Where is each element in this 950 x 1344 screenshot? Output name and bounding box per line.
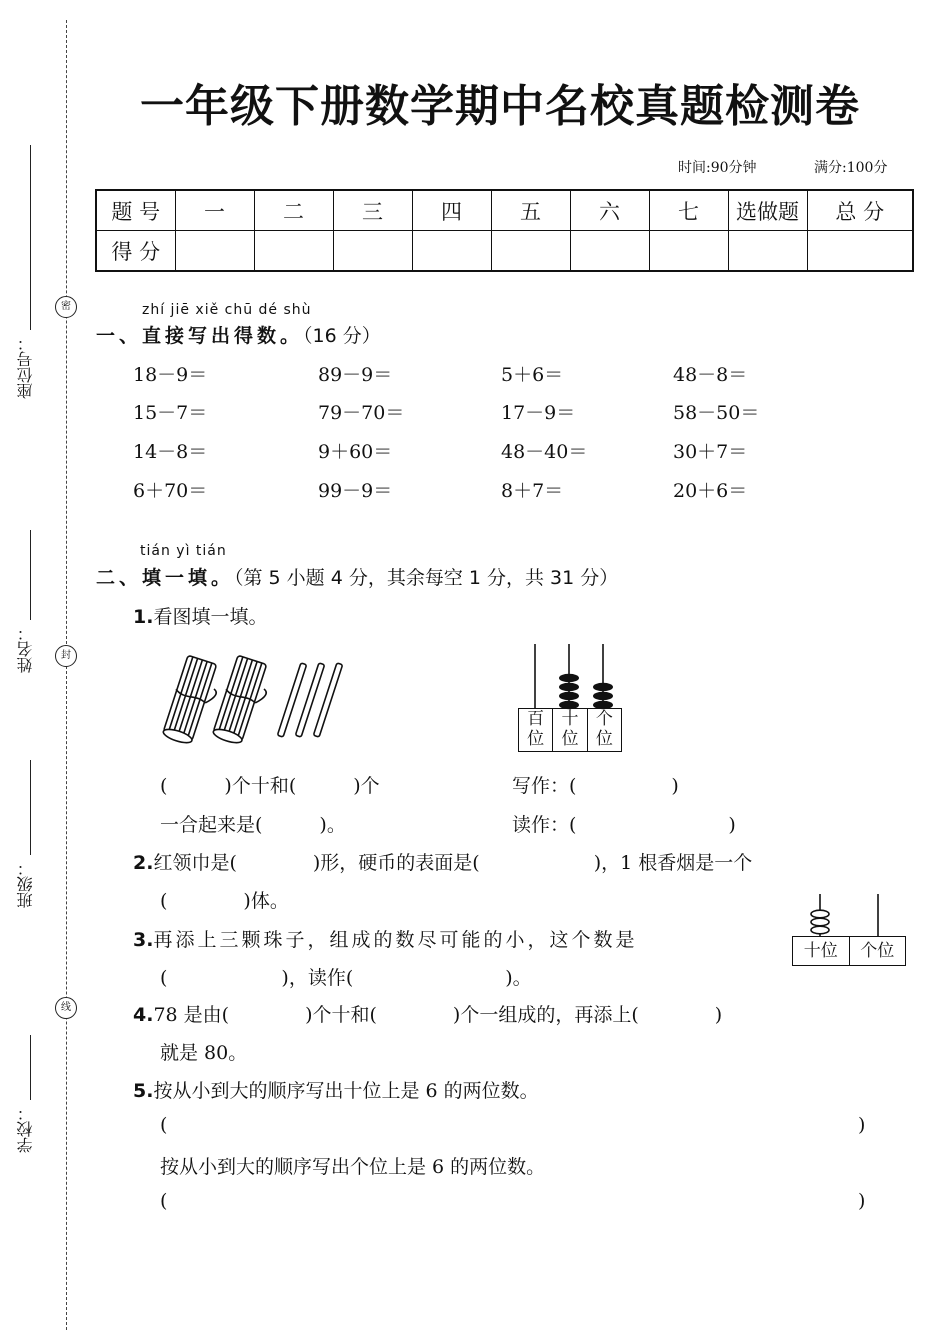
header-cell: 六: [570, 190, 649, 231]
equation[interactable]: 79－70＝: [318, 402, 405, 424]
seat-number-label: 座位号：: [16, 335, 35, 399]
q1-tens-ones-blank[interactable]: ( )个十和( )个: [160, 775, 380, 797]
score-cell[interactable]: [728, 231, 807, 272]
time-info: 时间:90分钟: [678, 160, 757, 176]
abacus-two-place: [790, 892, 908, 968]
equation[interactable]: 89－9＝: [318, 364, 393, 386]
score-cell[interactable]: [570, 231, 649, 272]
equation[interactable]: 17－9＝: [501, 402, 576, 424]
equation[interactable]: 6＋70＝: [133, 480, 208, 502]
header-cell: 二: [254, 190, 333, 231]
equation[interactable]: 5＋6＝: [501, 364, 564, 386]
q1-write-blank[interactable]: 写作：( ): [512, 775, 679, 797]
class-line: [30, 760, 31, 855]
score-table: [95, 189, 914, 272]
ones-label: [587, 709, 621, 751]
score-cell[interactable]: [254, 231, 333, 272]
question-text[interactable]: 红领巾是( )形，硬币的表面是( )，1 根香烟是一个: [153, 852, 753, 874]
school-line: [30, 1035, 31, 1100]
header-cell: 题 号: [96, 190, 175, 231]
header-cell: 一: [175, 190, 254, 231]
equation[interactable]: 9＋60＝: [318, 441, 393, 463]
header-cell: 五: [491, 190, 570, 231]
q1-total-blank[interactable]: 一合起来是( )。: [160, 814, 346, 836]
label-char: 十: [561, 709, 579, 729]
section2-points: （第 5 小题 4 分，其余每空 1 分，共 31 分）: [234, 567, 619, 589]
ones-label: 个位: [849, 937, 906, 965]
section1-title: 一、直接写出得数。: [96, 325, 304, 347]
header-cell: 七: [649, 190, 728, 231]
abacus-place-labels: [518, 708, 622, 752]
question-number: 1.: [133, 606, 154, 628]
q2-continuation[interactable]: ( )体。: [160, 890, 289, 912]
score-row-label: 得 分: [96, 231, 175, 272]
seal-feng: 封: [55, 645, 77, 667]
equation[interactable]: 99－9＝: [318, 480, 393, 502]
equation[interactable]: 14－8＝: [133, 441, 208, 463]
header-cell: 四: [412, 190, 491, 231]
stick-bundles-illustration: [160, 650, 350, 750]
q1-read-blank[interactable]: 读作：( ): [512, 814, 736, 836]
tens-label: 十位: [803, 941, 838, 961]
question-text: 看图填一填。: [153, 606, 268, 628]
header-cell: 选做题: [728, 190, 807, 231]
section1-points: （16 分）: [303, 325, 381, 347]
question-number: 5.: [133, 1080, 154, 1102]
score-cell[interactable]: [412, 231, 491, 272]
label-char: 个: [595, 709, 613, 729]
school-label: 学校：: [16, 1105, 35, 1153]
question-2: [133, 848, 752, 875]
section2-heading: [96, 563, 618, 590]
seat-number-line: [30, 145, 31, 330]
question-4: [133, 1000, 722, 1027]
equation[interactable]: 15－7＝: [133, 402, 208, 424]
section1-heading: [96, 321, 381, 348]
q3-continuation[interactable]: ( )，读作( )。: [160, 967, 532, 989]
header-cell: 总 分: [807, 190, 913, 231]
q5-answer-close-2[interactable]: ): [858, 1190, 866, 1212]
abacus-three-place: [514, 642, 622, 754]
full-score-info: 满分:100分: [814, 160, 888, 176]
abacus-rods-icon: [514, 642, 622, 710]
section1-pinyin: zhí jiē xiě chū dé shù: [142, 302, 312, 318]
equation[interactable]: 30＋7＝: [673, 441, 748, 463]
q5-answer-open-2[interactable]: (: [160, 1190, 168, 1212]
equation[interactable]: 18－9＝: [133, 364, 208, 386]
equation[interactable]: 8＋7＝: [501, 480, 564, 502]
question-5: [133, 1076, 539, 1103]
class-label: 班级：: [16, 860, 35, 908]
question-text: 按从小到大的顺序写出十位上是 6 的两位数。: [153, 1080, 539, 1102]
score-table-header-row: [96, 190, 913, 231]
name-label: 姓名：: [16, 625, 35, 673]
question-number: 2.: [133, 852, 154, 874]
question-3: [133, 925, 637, 952]
score-cell[interactable]: [333, 231, 412, 272]
label-char: 位: [595, 729, 613, 749]
label-char: 位: [527, 729, 545, 749]
equation[interactable]: 48－8＝: [673, 364, 748, 386]
name-line: [30, 530, 31, 620]
stick-bundle-icon: [211, 655, 275, 748]
q5-answer-open-1[interactable]: (: [160, 1114, 168, 1136]
q5-second-prompt: 按从小到大的顺序写出个位上是 6 的两位数。: [160, 1156, 546, 1178]
question-1: [133, 602, 267, 629]
page-title: 一年级下册数学期中名校真题检测卷: [140, 81, 860, 132]
name-field[interactable]: [14, 530, 48, 705]
abacus-rods-icon: [790, 892, 908, 938]
equation[interactable]: 58－50＝: [673, 402, 760, 424]
section2-title: 二、填一填。: [96, 567, 235, 589]
label-char: 百: [527, 709, 545, 729]
q4-continuation: 就是 80。: [160, 1042, 248, 1064]
question-text: 再添上三颗珠子，组成的数尽可能的小，这个数是: [153, 929, 638, 951]
question-text[interactable]: 78 是由( )个十和( )个一组成的，再添上( ): [153, 1004, 723, 1026]
header-cell: 三: [333, 190, 412, 231]
abacus-place-labels: [792, 936, 906, 966]
score-cell[interactable]: [649, 231, 728, 272]
school-field[interactable]: [14, 1035, 48, 1160]
score-table-score-row: [96, 231, 913, 272]
question-number: 3.: [133, 929, 154, 951]
section2-pinyin: tián yì tián: [140, 543, 227, 559]
score-cell[interactable]: [807, 231, 913, 272]
question-number: 4.: [133, 1004, 154, 1026]
label-char: 位: [561, 729, 579, 749]
score-cell[interactable]: [175, 231, 254, 272]
class-field[interactable]: [14, 760, 48, 935]
binding-dashed-line: [66, 20, 67, 1330]
equation[interactable]: 20＋6＝: [673, 480, 748, 502]
score-cell[interactable]: [491, 231, 570, 272]
tens-label: [552, 709, 586, 751]
hundreds-label: [519, 709, 552, 751]
equation[interactable]: 48－40＝: [501, 441, 588, 463]
seat-number-field[interactable]: [14, 145, 48, 445]
seal-mi: 密: [55, 296, 77, 318]
q5-answer-close-1[interactable]: ): [858, 1114, 866, 1136]
seal-xian: 线: [55, 997, 77, 1019]
